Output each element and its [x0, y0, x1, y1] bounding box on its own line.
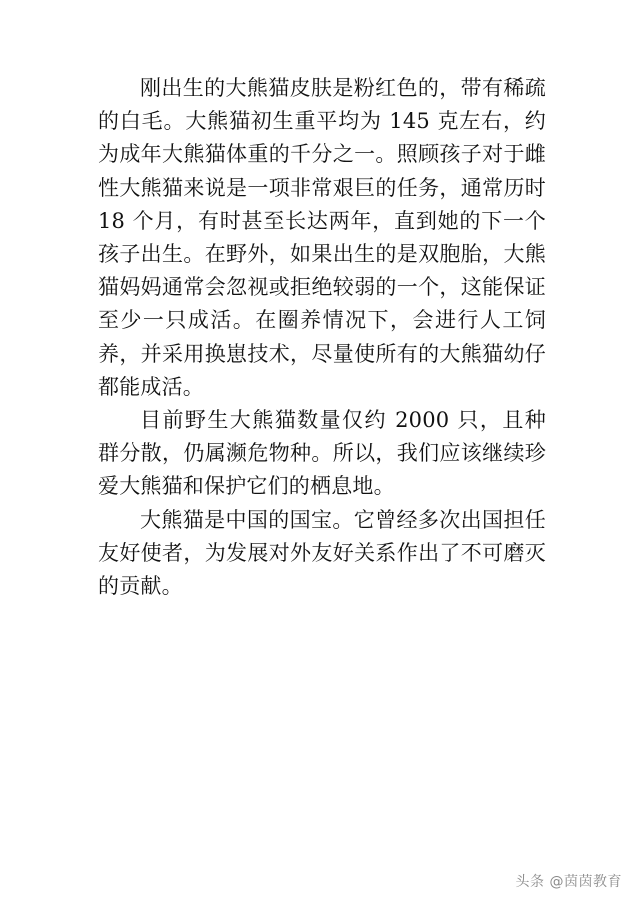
document-body [98, 72, 546, 603]
paragraph-1: 刚出生的大熊猫皮肤是粉红色的，带有稀疏的白毛。大熊猫初生重平均为 145 克左右，约为成年大熊猫体重的千分之一。照顾孩子对于雌性大熊猫来说是一项非常艰巨的任务，通常历时 18 个月，有时甚至长达两年，直到她的下一个孩子出生。在野外，如果出生的是双胞胎，大熊猫妈妈通常会忽视或拒绝较弱的一个，这能保证至少一只成活。在圈养情况下，会进行人工饲养，并采用换崽技术，尽量使所有的大熊猫幼仔都能成活。 [98, 76, 546, 399]
source-watermark: 头条 @茵茵教育 [515, 874, 622, 890]
paragraph-2: 目前野生大熊猫数量仅约 2000 只，且种群分散，仍属濒危物种。所以，我们应该继续珍爱大熊猫和保护它们的栖息地。 [98, 408, 546, 499]
paragraph-3: 大熊猫是中国的国宝。它曾经多次出国担任友好使者，为发展对外友好关系作出了不可磨灭的贡献。 [98, 507, 546, 599]
